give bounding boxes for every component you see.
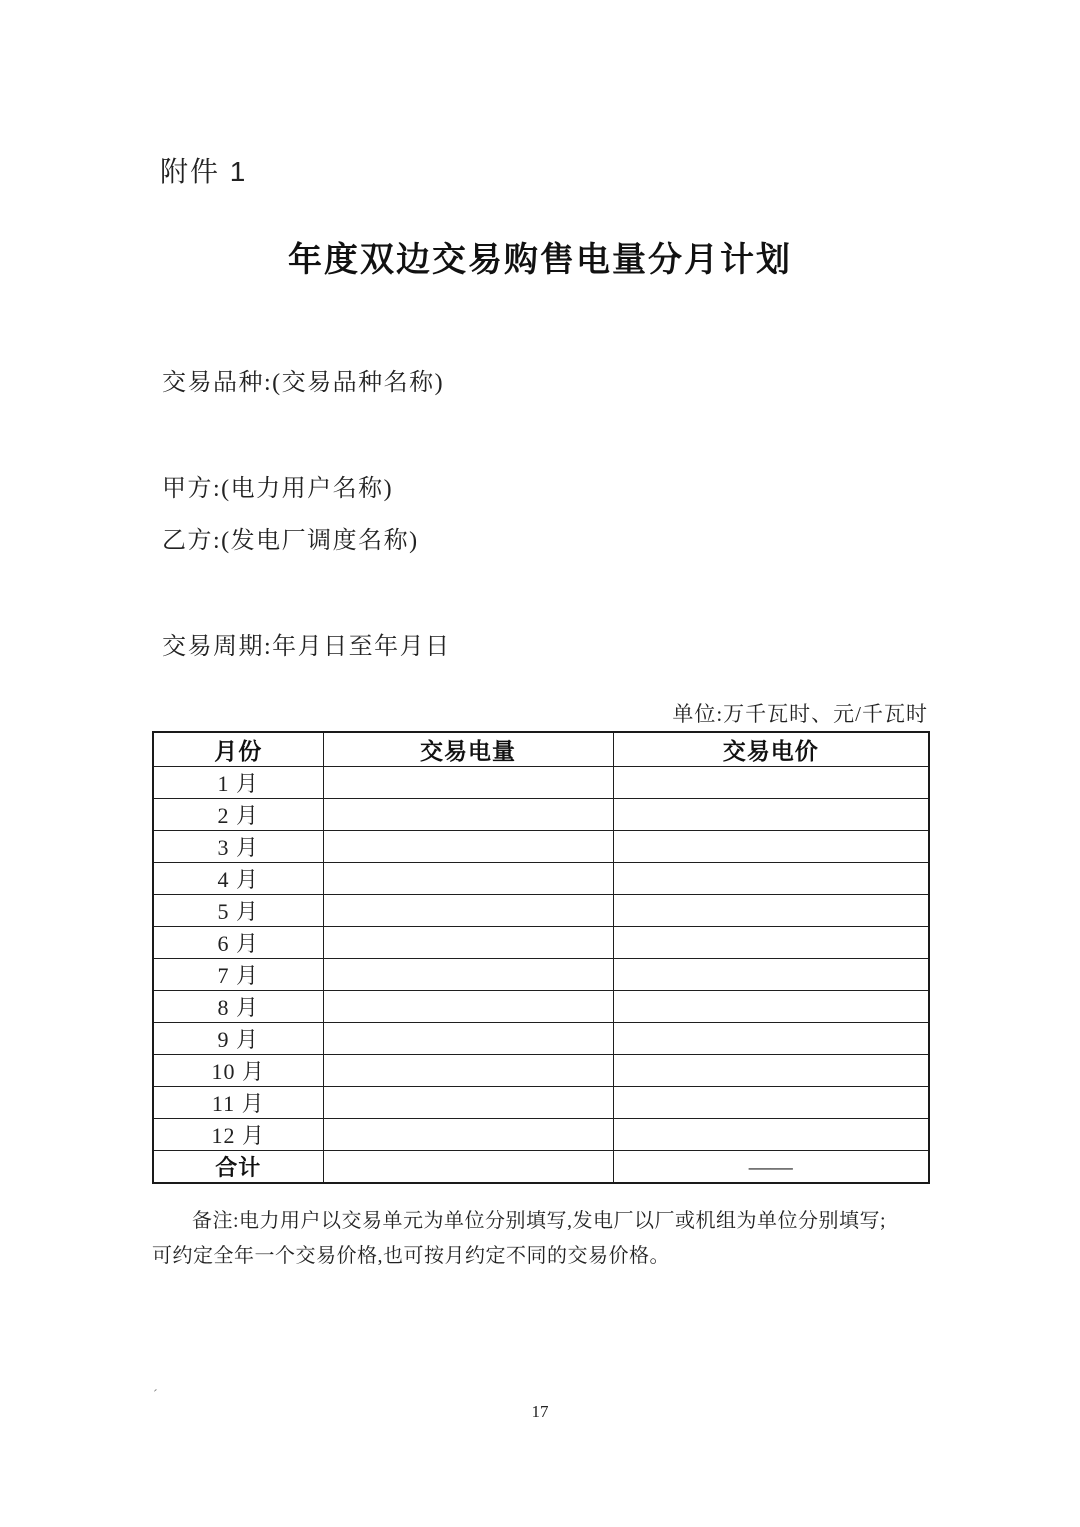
price-cell (613, 1055, 929, 1087)
page-number: 17 (531, 1402, 549, 1421)
volume-cell (323, 991, 613, 1023)
volume-cell (323, 1087, 613, 1119)
attachment-label: 附件 1 (160, 156, 248, 187)
table-row (153, 1055, 929, 1087)
monthly-plan-table-body (153, 767, 929, 1184)
price-cell (613, 1087, 929, 1119)
header-month: 月份 (153, 732, 323, 767)
month-cell: 4 月 (153, 863, 323, 895)
volume-cell (323, 895, 613, 927)
month-cell: 8 月 (153, 991, 323, 1023)
month-cell: 9 月 (153, 1023, 323, 1055)
header-row (153, 732, 929, 767)
price-cell (613, 831, 929, 863)
month-cell: 12 月 (153, 1119, 323, 1151)
month-cell: 10 月 (153, 1055, 323, 1087)
month-cell: 1 月 (153, 767, 323, 799)
table-row (153, 991, 929, 1023)
party-a-line: 甲方:(电力用户名称) (162, 476, 394, 502)
volume-cell (323, 1055, 613, 1087)
trade-variety-line: 交易品种:(交易品种名称) (162, 370, 445, 396)
table-row (153, 831, 929, 863)
table-row (153, 1119, 929, 1151)
volume-cell (323, 767, 613, 799)
price-cell (613, 927, 929, 959)
volume-cell (323, 1119, 613, 1151)
table-row (153, 767, 929, 799)
header-volume: 交易电量 (323, 732, 613, 767)
price-cell (613, 799, 929, 831)
note-line: 可约定全年一个交易价格,也可按月约定不同的交易价格。 (152, 1245, 670, 1267)
price-cell (613, 767, 929, 799)
price-cell (613, 863, 929, 895)
month-cell: 5 月 (153, 895, 323, 927)
table-row (153, 1087, 929, 1119)
month-cell: 11 月 (153, 1087, 323, 1119)
table-row (153, 959, 929, 991)
volume-cell (323, 927, 613, 959)
page-title: 年度双边交易购售电量分月计划 (288, 241, 792, 279)
table-row (153, 1023, 929, 1055)
volume-cell (323, 831, 613, 863)
table-header (153, 732, 929, 767)
notes-block (152, 1204, 934, 1274)
price-cell (613, 1119, 929, 1151)
month-cell: 合计 (153, 1151, 323, 1184)
volume-cell (323, 863, 613, 895)
table-row (153, 927, 929, 959)
table-row (153, 799, 929, 831)
note-line: 备注:电力用户以交易单元为单位分别填写,发电厂以厂或机组为单位分别填写; (192, 1210, 887, 1232)
volume-cell (323, 1023, 613, 1055)
header-price: 交易电价 (613, 732, 929, 767)
unit-note: 单位:万千瓦时、元/千瓦时 (672, 702, 928, 726)
price-cell: —— (613, 1151, 929, 1184)
volume-cell (323, 1151, 613, 1184)
table-row (153, 1151, 929, 1184)
party-b-line: 乙方:(发电厂调度名称) (162, 528, 419, 554)
month-cell: 7 月 (153, 959, 323, 991)
month-cell: 3 月 (153, 831, 323, 863)
price-cell (613, 1023, 929, 1055)
volume-cell (323, 799, 613, 831)
trade-period-line: 交易周期:年月日至年月日 (162, 634, 451, 660)
volume-cell (323, 959, 613, 991)
price-cell (613, 959, 929, 991)
monthly-plan-table (152, 731, 930, 1184)
price-cell (613, 895, 929, 927)
month-cell: 2 月 (153, 799, 323, 831)
scan-stray-mark: ˊ (153, 1388, 158, 1403)
price-cell (613, 991, 929, 1023)
month-cell: 6 月 (153, 927, 323, 959)
table-row (153, 895, 929, 927)
table-row (153, 863, 929, 895)
